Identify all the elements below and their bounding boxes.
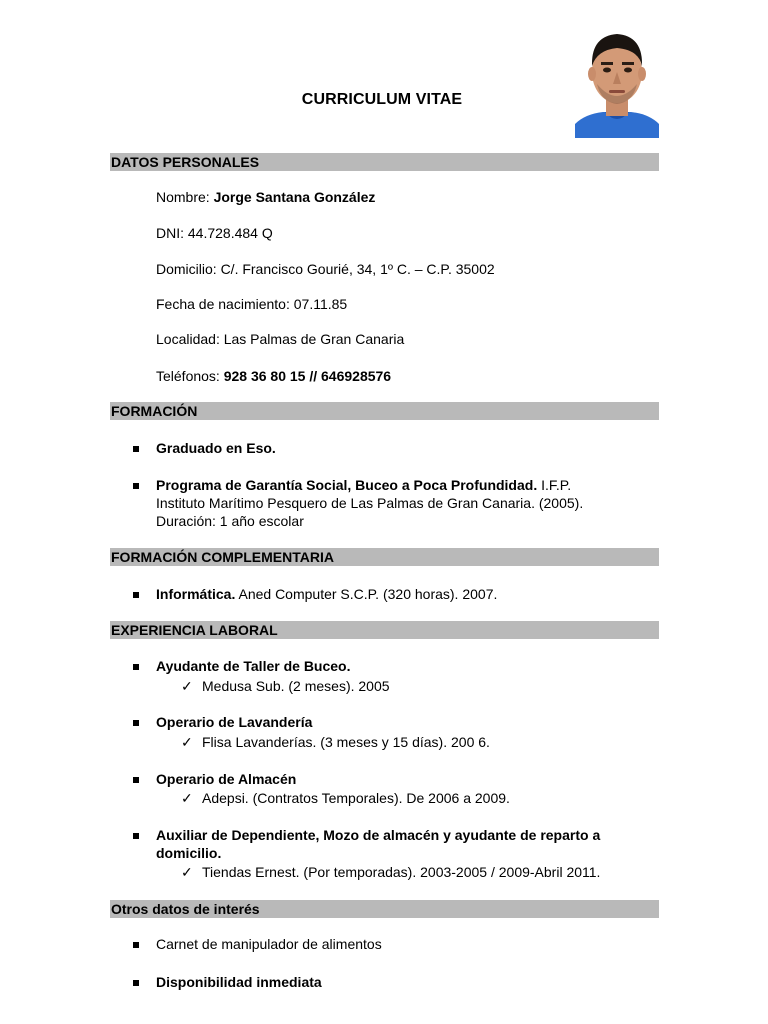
complementaria-item-informatica (156, 586, 497, 603)
page-title: CURRICULUM VITAE (301, 91, 463, 108)
nombre-line (156, 189, 375, 206)
otros-item-disponibilidad (156, 974, 322, 991)
checkmark-icon: ✓ (181, 864, 193, 880)
localidad-line: Localidad: Las Palmas de Gran Canaria (156, 331, 405, 347)
fecha-nacimiento-line: Fecha de nacimiento: 07.11.85 (156, 296, 348, 312)
dni-line: DNI: 44.728.484 Q (156, 225, 273, 241)
checkmark-icon: ✓ (181, 790, 193, 806)
portrait-photo (575, 22, 659, 138)
bullet-icon (133, 942, 139, 948)
bullet-icon (133, 483, 139, 489)
section-heading-otros-datos: Otros datos de interés (110, 900, 659, 918)
otros-item-disponibilidad-text: Disponibilidad inmediata (156, 974, 322, 990)
job-title-text: Auxiliar de Dependiente, Mozo de almacén y ayudante de reparto a (156, 827, 601, 843)
formacion-item-pgs (156, 477, 571, 494)
bullet-icon (133, 592, 139, 598)
job-detail: Tiendas Ernest. (Por temporadas). 2003-2005 / 2009-Abril 2011. (202, 864, 601, 880)
formacion-item-pgs-line3: Duración: 1 año escolar (156, 513, 304, 529)
job-title (156, 827, 600, 844)
job-title-text-line2: domicilio. (156, 845, 222, 861)
section-heading-datos-personales: DATOS PERSONALES (110, 153, 659, 171)
job-title (156, 658, 351, 675)
complementaria-item-bold: Informática. (156, 586, 236, 602)
otros-item-manipulador: Carnet de manipulador de alimentos (156, 936, 382, 952)
section-heading-formacion-complementaria: FORMACIÓN COMPLEMENTARIA (110, 548, 659, 566)
telefonos-label: Teléfonos: (156, 368, 224, 384)
formacion-item-eso-text: Graduado en Eso. (156, 440, 276, 456)
formacion-item-pgs-bold: Programa de Garantía Social, Buceo a Poca Profundidad. (156, 477, 538, 493)
section-heading-formacion: FORMACIÓN (110, 402, 659, 420)
job-title (156, 771, 296, 788)
job-title-line2 (156, 845, 221, 862)
checkmark-icon: ✓ (181, 678, 193, 694)
telefonos-line (156, 368, 391, 385)
domicilio-line: Domicilio: C/. Francisco Gourié, 34, 1º C. – C.P. 35002 (156, 261, 495, 277)
job-detail: Medusa Sub. (2 meses). 2005 (202, 678, 390, 694)
bullet-icon (133, 980, 139, 986)
checkmark-icon: ✓ (181, 734, 193, 750)
section-heading-experiencia-laboral: EXPERIENCIA LABORAL (110, 621, 659, 639)
formacion-item-eso (156, 440, 276, 457)
job-detail: Adepsi. (Contratos Temporales). De 2006 a 2009. (202, 790, 510, 806)
job-title-text: Operario de Lavandería (156, 714, 313, 730)
bullet-icon (133, 664, 139, 670)
nombre-value: Jorge Santana González (213, 189, 376, 205)
telefonos-value: 928 36 80 15 // 646928576 (223, 368, 392, 384)
job-detail: Flisa Lavanderías. (3 meses y 15 días). 200 6. (202, 734, 490, 750)
job-title (156, 714, 312, 731)
job-title-text: Operario de Almacén (156, 771, 297, 787)
bullet-icon (133, 777, 139, 783)
bullet-icon (133, 833, 139, 839)
formacion-item-pgs-line2: Instituto Marítimo Pesquero de Las Palmas de Gran Canaria. (2005). (156, 495, 584, 511)
formacion-item-pgs-rest: I.F.P. (537, 477, 572, 493)
job-title-text: Ayudante de Taller de Buceo. (156, 658, 351, 674)
complementaria-item-rest: Aned Computer S.C.P. (320 horas). 2007. (235, 586, 498, 602)
nombre-label: Nombre: (156, 189, 214, 205)
bullet-icon (133, 720, 139, 726)
bullet-icon (133, 446, 139, 452)
